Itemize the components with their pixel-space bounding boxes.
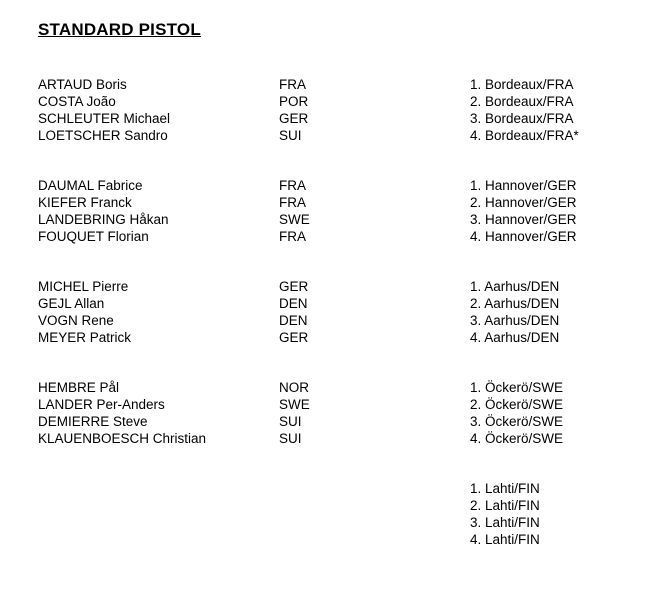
athlete-name: LANDEBRING Håkan	[38, 212, 169, 227]
athlete-nation: GER	[279, 279, 309, 294]
table-row	[0, 480, 650, 497]
results-group-hannover	[0, 177, 650, 245]
table-row	[0, 76, 650, 93]
athlete-nation: SWE	[279, 397, 310, 412]
athlete-nation: FRA	[279, 178, 306, 193]
venue-result: 2. Aarhus/DEN	[470, 296, 560, 311]
athlete-nation: FRA	[279, 195, 306, 210]
athlete-nation: FRA	[279, 229, 306, 244]
venue-result: 2. Lahti/FIN	[470, 498, 540, 513]
venue-result: 1. Hannover/GER	[470, 178, 577, 193]
athlete-name: COSTA João	[38, 94, 116, 109]
results-group-ockero	[0, 379, 650, 447]
venue-result: 3. Lahti/FIN	[470, 515, 540, 530]
athlete-name: KIEFER Franck	[38, 195, 132, 210]
table-row	[0, 93, 650, 110]
venue-result: 4. Aarhus/DEN	[470, 330, 560, 345]
athlete-nation: POR	[279, 94, 309, 109]
results-group-lahti	[0, 480, 650, 548]
table-row	[0, 413, 650, 430]
venue-result: 4. Öckerö/SWE	[470, 431, 564, 446]
athlete-nation: NOR	[279, 380, 309, 395]
athlete-nation: SWE	[279, 212, 310, 227]
athlete-name: DEMIERRE Steve	[38, 414, 148, 429]
athlete-name: DAUMAL Fabrice	[38, 178, 143, 193]
venue-result: 2. Hannover/GER	[470, 195, 577, 210]
athlete-nation: GER	[279, 111, 309, 126]
table-row	[0, 278, 650, 295]
table-row	[0, 379, 650, 396]
athlete-name: LANDER Per-Anders	[38, 397, 165, 412]
athlete-name: KLAUENBOESCH Christian	[38, 431, 207, 446]
table-row	[0, 430, 650, 447]
athlete-nation: SUI	[279, 414, 302, 429]
venue-result: 4. Lahti/FIN	[470, 532, 540, 547]
venue-result: 1. Öckerö/SWE	[470, 380, 564, 395]
venue-result: 4. Bordeaux/FRA*	[470, 128, 579, 143]
table-row	[0, 177, 650, 194]
athlete-name: SCHLEUTER Michael	[38, 111, 171, 126]
table-row	[0, 396, 650, 413]
athlete-name: LOETSCHER Sandro	[38, 128, 168, 143]
athlete-name: FOUQUET Florian	[38, 229, 149, 244]
table-row	[0, 110, 650, 127]
table-row	[0, 228, 650, 245]
table-row	[0, 497, 650, 514]
results-group-bordeaux	[0, 76, 650, 144]
venue-result: 3. Hannover/GER	[470, 212, 577, 227]
athlete-name: GEJL Allan	[38, 296, 105, 311]
table-row	[0, 127, 650, 144]
table-row	[0, 295, 650, 312]
athlete-nation: DEN	[279, 313, 308, 328]
venue-result: 3. Aarhus/DEN	[470, 313, 560, 328]
venue-result: 3. Öckerö/SWE	[470, 414, 564, 429]
table-row	[0, 531, 650, 548]
page-title: STANDARD PISTOL	[38, 20, 201, 39]
athlete-name: HEMBRE Pål	[38, 380, 120, 395]
venue-result: 4. Hannover/GER	[470, 229, 577, 244]
table-row	[0, 211, 650, 228]
athlete-name: ARTAUD Boris	[38, 77, 127, 92]
venue-result: 1. Aarhus/DEN	[470, 279, 560, 294]
athlete-nation: GER	[279, 330, 309, 345]
venue-result: 2. Bordeaux/FRA	[470, 94, 574, 109]
table-row	[0, 194, 650, 211]
athlete-name: VOGN Rene	[38, 313, 114, 328]
athlete-name: MICHEL Pierre	[38, 279, 129, 294]
table-row	[0, 312, 650, 329]
venue-result: 1. Lahti/FIN	[470, 481, 540, 496]
athlete-nation: SUI	[279, 431, 302, 446]
table-row	[0, 514, 650, 531]
venue-result: 3. Bordeaux/FRA	[470, 111, 574, 126]
results-group-aarhus	[0, 278, 650, 346]
athlete-nation: DEN	[279, 296, 308, 311]
athlete-nation: FRA	[279, 77, 306, 92]
athlete-nation: SUI	[279, 128, 302, 143]
athlete-name: MEYER Patrick	[38, 330, 132, 345]
venue-result: 1. Bordeaux/FRA	[470, 77, 574, 92]
venue-result: 2. Öckerö/SWE	[470, 397, 564, 412]
table-row	[0, 329, 650, 346]
